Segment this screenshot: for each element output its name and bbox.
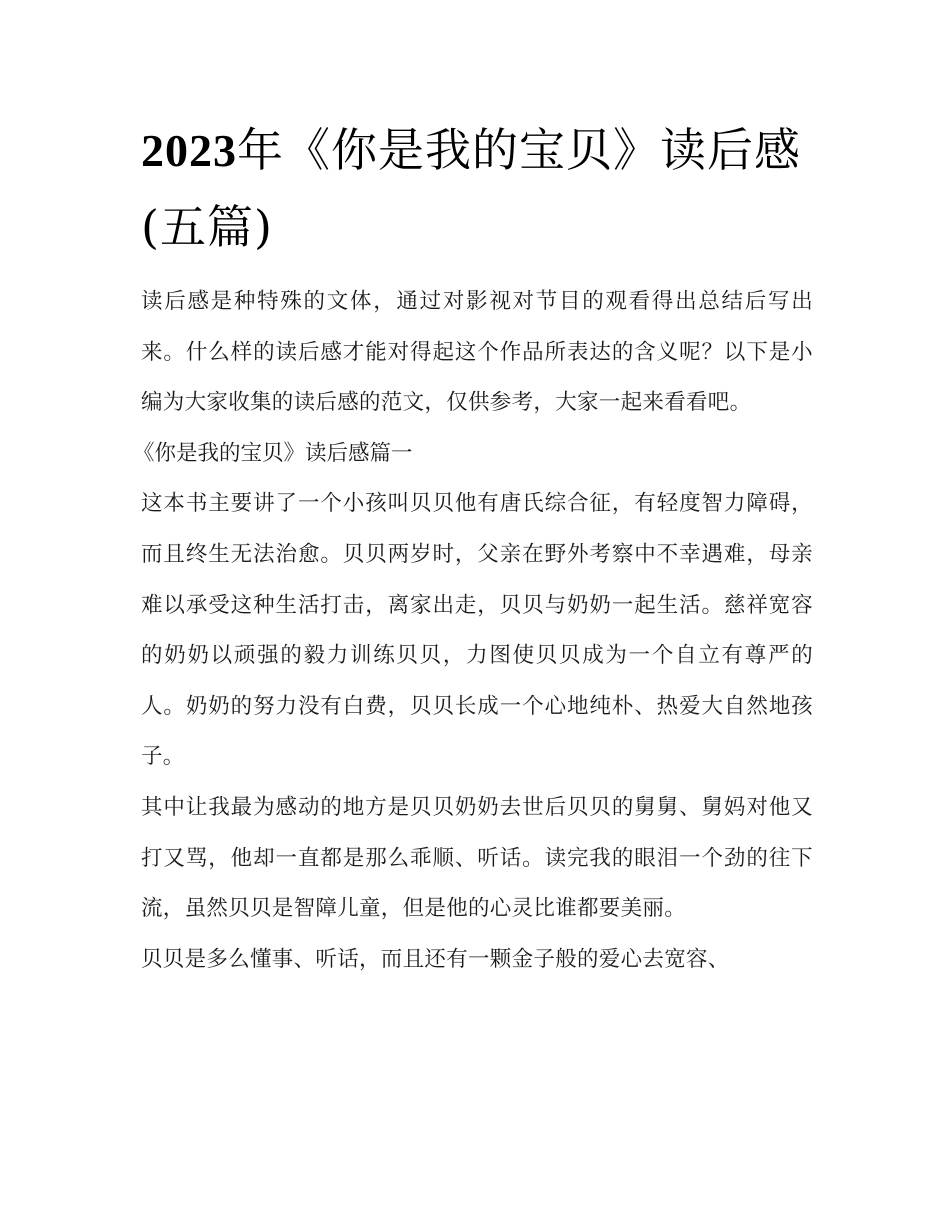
intro-paragraph: 读后感是种特殊的文体，通过对影视对节目的观看得出总结后写出来。什么样的读后感才能对得起这个作品所表达的含义呢？以下是小编为大家收集的读后感的范文，仅供参考，大家一起来看看吧。: [141, 289, 813, 416]
body-paragraph: 其中让我最为感动的地方是贝贝奶奶去世后贝贝的舅舅、舅妈对他又打又骂，他却一直都是那么乖顺、听话。读完我的眼泪一个劲的往下流，虽然贝贝是智障儿童，但是他的心灵比谁都要美丽。: [141, 794, 813, 922]
title-text: 年《你是我的宝贝》读后感(五篇): [141, 123, 801, 254]
document-body: [133, 277, 813, 985]
section-heading: 《你是我的宝贝》读后感篇一: [133, 440, 413, 466]
body-paragraph: 贝贝是多么懂事、听话，而且还有一颗金子般的爱心去宽容、: [141, 946, 730, 972]
document-title: [141, 112, 813, 265]
title-year: 2023: [141, 125, 237, 176]
body-paragraph: 这本书主要讲了一个小孩叫贝贝他有唐氏综合征，有轻度智力障碍，而且终生无法治愈。贝贝两岁时，父亲在野外考察中不幸遇难，母亲难以承受这种生活打击，离家出走，贝贝与奶奶一起生活。慈祥宽容的奶奶以顽强的毅力训练贝贝，力图使贝贝成为一个自立有尊严的人。奶奶的努力没有白费，贝贝长成一个心地纯朴、热爱大自然地孩子。: [141, 491, 813, 770]
document-page: [133, 112, 813, 985]
